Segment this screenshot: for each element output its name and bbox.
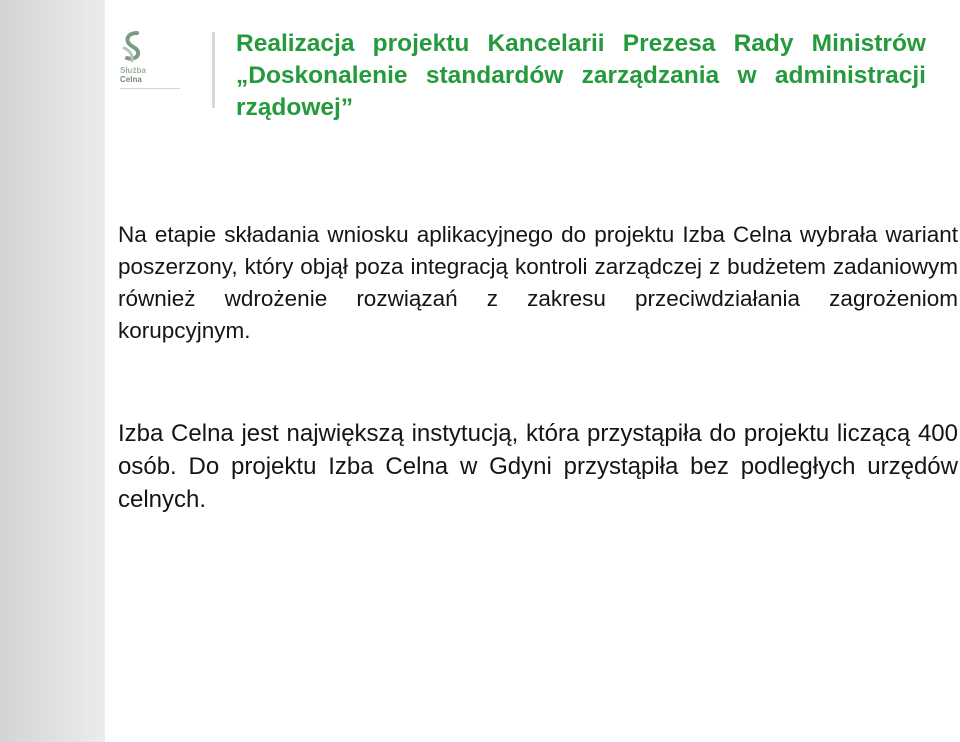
body-paragraph-1: Na etapie składania wniosku aplikacyjnego do projektu Izba Celna wybrała wariant poszerzony, który objął poza integracją kontroli zarządczej z budżetem zadaniowym również wdrożenie rozwiązań z zakresu przeciwdziałania zagrożeniom korupcyjnym. [118, 222, 958, 343]
left-side-band [0, 0, 105, 742]
logo-underline [120, 88, 180, 89]
sluzba-celna-logo [116, 30, 186, 100]
body-paragraph-2: Izba Celna jest największą instytucją, która przystąpiła do projektu liczącą 400 osób. Do projektu Izba Celna w Gdyni przystąpiła bez podległych urzędów celnych. [118, 420, 958, 513]
logo-text-line-1: Służba [120, 66, 146, 75]
slide-title: Realizacja projektu Kancelarii Prezesa Rady Ministrów „Doskonalenie standardów zarządzania w administracji rządowej” [236, 30, 926, 121]
logo-text-line-2: Celna [120, 75, 142, 84]
sluzba-celna-logo-icon [120, 30, 144, 64]
header-divider [212, 32, 215, 108]
